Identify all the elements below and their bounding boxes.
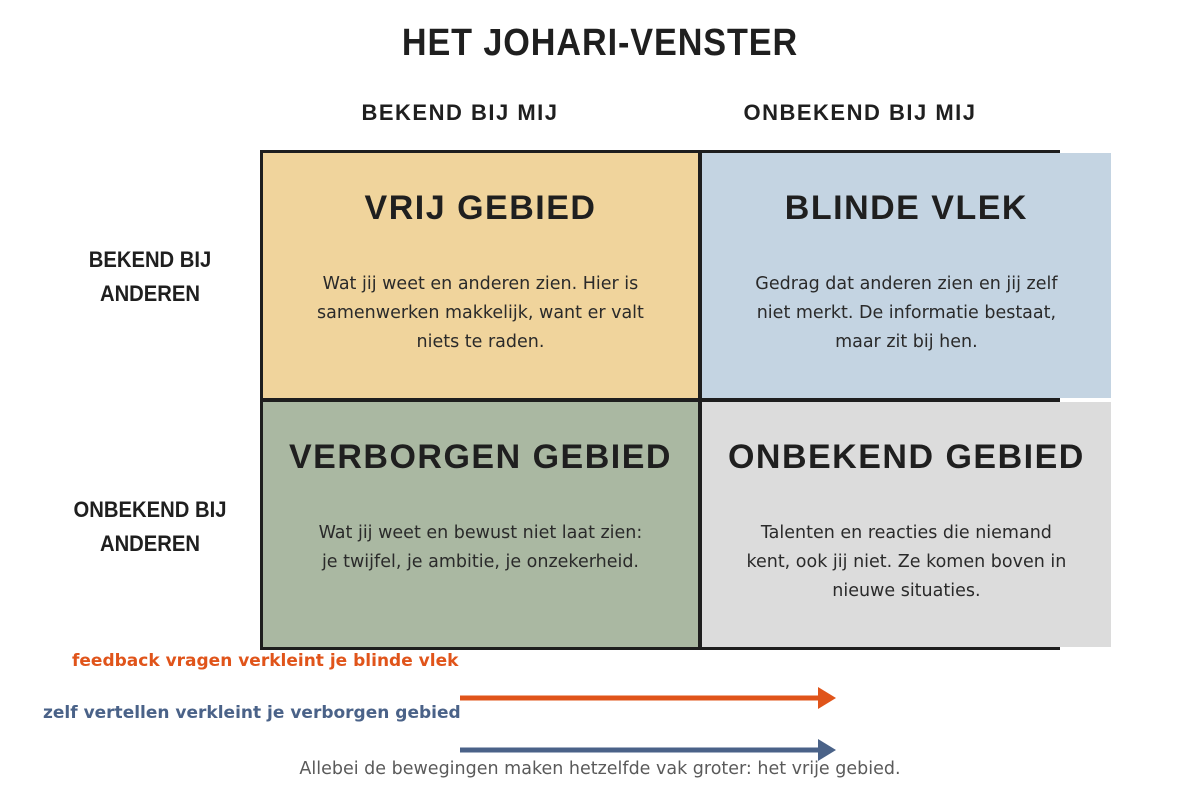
description-line: samenwerken makkelijk, want er valt xyxy=(317,303,644,323)
quadrant-hidden-area xyxy=(263,402,698,647)
johari-grid xyxy=(260,150,1085,650)
description-line: nieuwe situaties. xyxy=(832,581,981,601)
row-header-line: ANDEREN xyxy=(99,531,201,556)
description-line: kent, ook jij niet. Ze komen boven in xyxy=(746,552,1067,572)
column-header-known-to-self: BEKEND BIJ MIJ xyxy=(361,100,559,125)
quadrant-blind-spot xyxy=(702,153,1111,398)
description-line: Wat jij weet en anderen zien. Hier is xyxy=(322,274,639,294)
quadrant-title: VERBORGEN GEBIED xyxy=(289,438,672,476)
diagram-title: HET JOHARI-VENSTER xyxy=(401,22,799,64)
footnote: Allebei de bewegingen maken hetzelfde vak groter: het vrije gebied. xyxy=(299,759,901,779)
description-line: Wat jij weet en bewust niet laat zien: xyxy=(318,523,643,543)
description-line: maar zit bij hen. xyxy=(835,332,978,352)
quadrant-title: ONBEKEND GEBIED xyxy=(727,438,1085,476)
quadrant-description xyxy=(728,519,1085,606)
row-header-line: ONBEKEND BIJ xyxy=(73,497,227,522)
quadrant-description xyxy=(289,519,672,577)
feedback-arrow-label: feedback vragen verkleint je blinde vlek xyxy=(72,651,459,671)
feedback-arrow xyxy=(458,683,838,713)
quadrant-unknown-area xyxy=(702,402,1111,647)
description-line: niets te raden. xyxy=(416,332,545,352)
row-header-unknown-to-others xyxy=(58,493,242,561)
quadrant-title: BLINDE VLEK xyxy=(784,189,1028,227)
quadrant-open-area xyxy=(263,153,698,398)
description-line: je twijfel, je ambitie, je onzekerheid. xyxy=(321,552,639,572)
quadrant-title: VRIJ GEBIED xyxy=(364,189,597,227)
arrow-head xyxy=(818,739,836,761)
arrow-head xyxy=(818,687,836,709)
description-line: Talenten en reacties die niemand xyxy=(760,523,1052,543)
quadrant-description xyxy=(728,270,1085,357)
disclosure-arrow-label: zelf vertellen verkleint je verborgen gebied xyxy=(43,703,461,723)
row-header-known-to-others xyxy=(58,243,242,311)
row-header-line: BEKEND BIJ xyxy=(88,247,212,272)
column-header-unknown-to-self: ONBEKEND BIJ MIJ xyxy=(743,100,977,125)
description-line: niet merkt. De informatie bestaat, xyxy=(756,303,1057,323)
row-header-line: ANDEREN xyxy=(99,281,201,306)
quadrant-description xyxy=(289,270,672,357)
description-line: Gedrag dat anderen zien en jij zelf xyxy=(755,274,1058,294)
